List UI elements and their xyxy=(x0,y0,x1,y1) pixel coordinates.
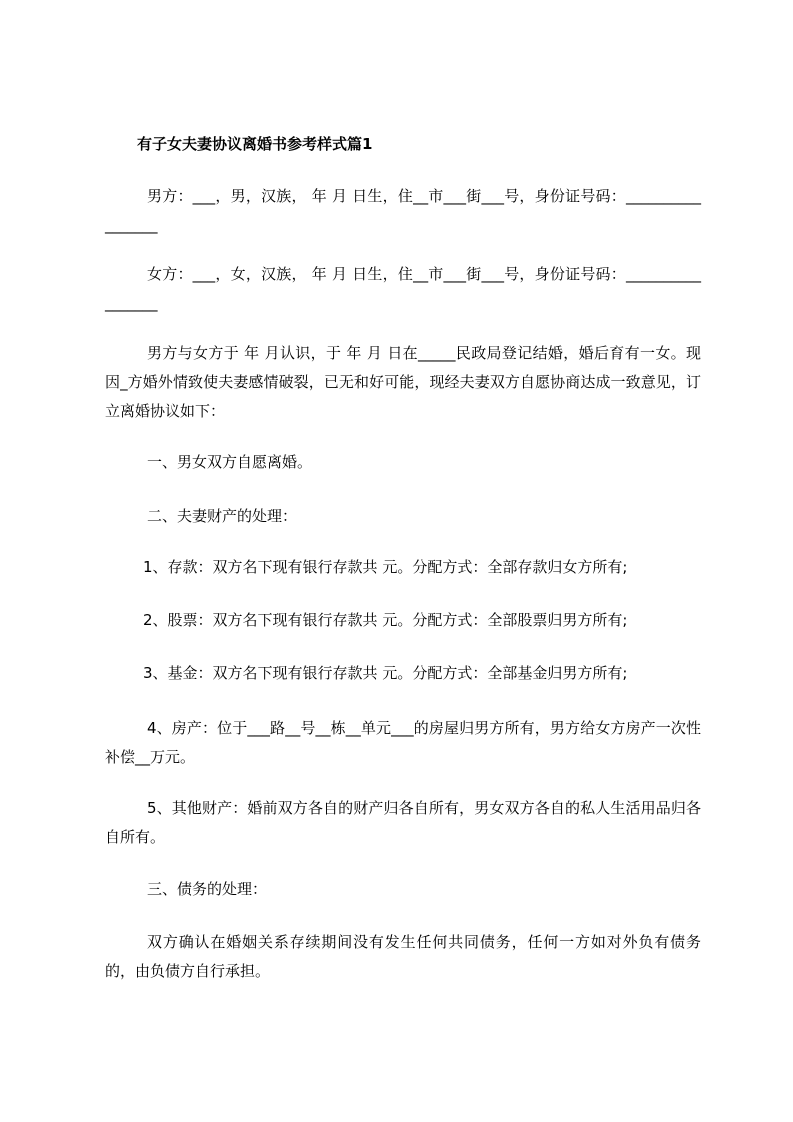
property-item-5: 5、其他财产：婚前双方各自的财产归各自所有，男女双方各自的私人生活用品归各自所有。 xyxy=(105,799,701,846)
property-item-4: 4、房产：位于___路__号__栋__单元___的房屋归男方所有，男方给女方房产一次性补偿__万元。 xyxy=(105,719,701,766)
property-item-2: 2、股票：双方名下现有银行存款共 元。分配方式：全部股票归男方所有; xyxy=(143,611,628,629)
intro-paragraph: 男方与女方于 年 月认识，于 年 月 日在_____民政局登记结婚，婚后育有一女。现因_方婚外情致使夫妻感情破裂，已无和好可能，现经夫妻双方自愿协商达成一致意见，订立离婚协议如下： xyxy=(105,344,701,420)
clause-3-heading: 三、债务的处理： xyxy=(147,880,268,898)
clause-1-heading: 一、男女双方自愿离婚。 xyxy=(147,453,313,471)
debt-paragraph: 双方确认在婚姻关系存续期间没有发生任何共同债务，任何一方如对外负有债务的，由负债方自行承担。 xyxy=(105,933,701,980)
document-title: 有子女夫妻协议离婚书参考样式篇1 xyxy=(137,135,373,153)
clause-2-heading: 二、夫妻财产的处理： xyxy=(147,507,298,525)
property-item-3: 3、基金：双方名下现有银行存款共 元。分配方式：全部基金归男方所有; xyxy=(143,664,628,682)
property-item-1: 1、存款：双方名下现有银行存款共 元。分配方式：全部存款归女方所有; xyxy=(143,558,628,576)
female-party-paragraph: 女方：___，女，汉族， 年 月 日生，住__市___街___号，身份证号码：_________________ xyxy=(105,265,701,312)
male-party-paragraph: 男方：___，男，汉族， 年 月 日生，住__市___街___号，身份证号码：_________________ xyxy=(105,187,701,234)
